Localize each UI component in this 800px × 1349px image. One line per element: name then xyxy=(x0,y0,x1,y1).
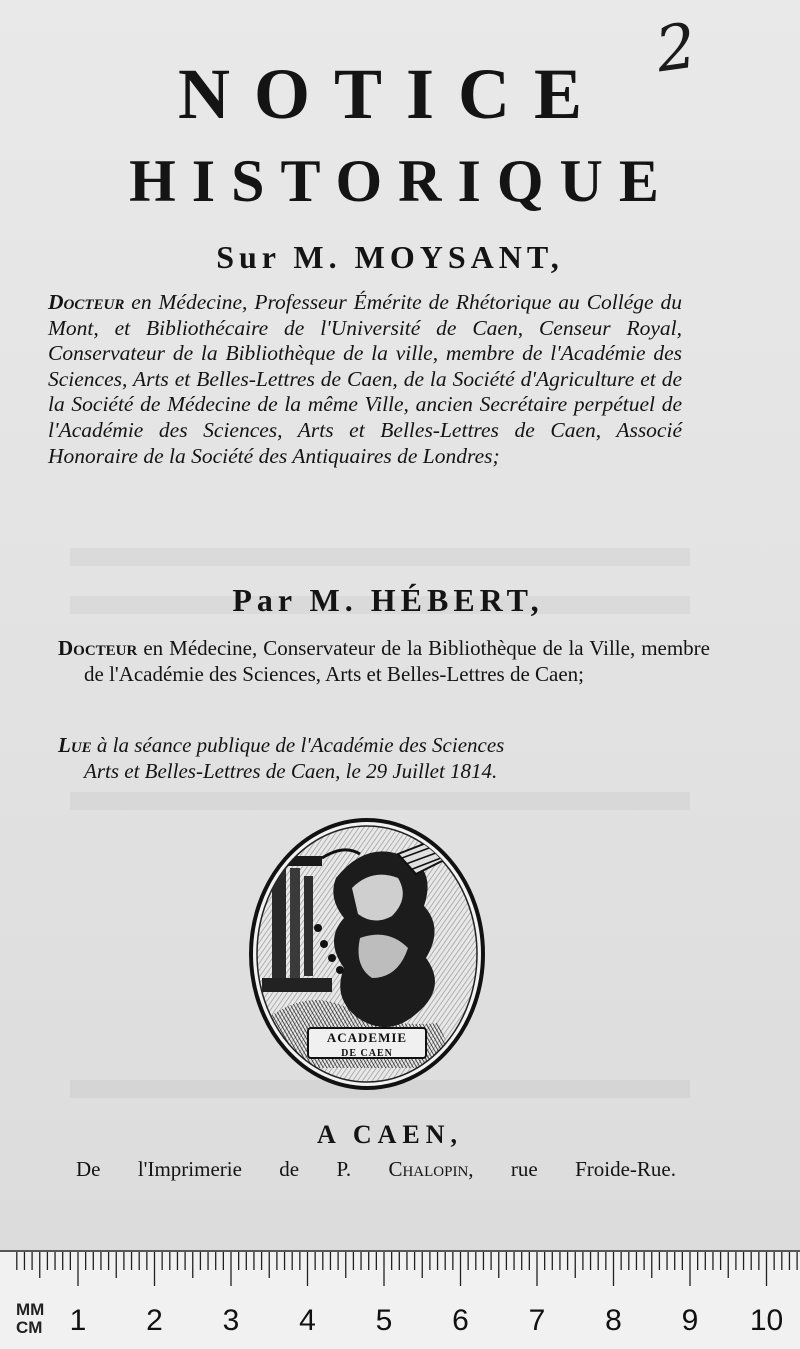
reading-line-1-text: à la séance publique de l'Académie des Sciences xyxy=(91,733,505,757)
handwritten-page-number: 2 xyxy=(651,8,701,87)
emblem-engraving xyxy=(248,818,486,1090)
hebert-bio-lead: Docteur xyxy=(58,636,138,660)
title-line-2: HISTORIQUE xyxy=(129,148,675,214)
title-line-1: NOTICE xyxy=(177,54,607,134)
reading-line-2: Arts et Belles-Lettres de Caen, le 29 Juillet 1814. xyxy=(84,759,498,783)
moysant-bio-lead: Docteur xyxy=(48,290,125,314)
ruler-unit-cm: CM xyxy=(16,1318,43,1337)
author-line: Par M. HÉBERT, xyxy=(232,582,544,618)
ruler-number: 7 xyxy=(528,1304,546,1337)
ruler-number: 6 xyxy=(452,1304,469,1337)
ruler-number: 5 xyxy=(375,1304,393,1337)
ruler-number: 10 xyxy=(749,1304,784,1337)
ruler-number: 9 xyxy=(681,1304,699,1337)
ruler-number: 1 xyxy=(69,1304,87,1337)
ruler-number: 3 xyxy=(222,1304,240,1337)
imprint-printer xyxy=(76,1154,676,1184)
bleed-through-line xyxy=(70,548,690,566)
ruler-number: 2 xyxy=(146,1304,163,1337)
measurement-ruler xyxy=(0,1250,800,1349)
ruler-number: 8 xyxy=(605,1304,622,1337)
reading-note xyxy=(58,732,684,784)
printer-post: , rue Froide-Rue. xyxy=(468,1157,676,1181)
ruler-unit-mm: MM xyxy=(16,1300,45,1319)
hebert-biography xyxy=(58,636,710,687)
bleed-through-line xyxy=(70,792,690,810)
moysant-bio-text: en Médecine, Professeur Émérite de Rhétorique au Collége du Mont, et Bibliothécaire de l'Université de Caen, Censeur Royal, Conservateur de la Bibliothèque de la ville, membre de l'Académie des Sciences, Arts et Belles-Lettres de Caen, de la Société d'Agriculture et de la Société de Médecine de la même Ville, ancien Secrétaire perpétuel de l'Académie des Sciences, Arts et Belles-Lettres de Caen, Associé Honoraire de la Société des Antiquaires de Londres; xyxy=(48,290,682,468)
emblem-label-line-2: DE CAEN xyxy=(341,1048,393,1059)
subject-line: Sur M. MOYSANT, xyxy=(216,239,564,275)
reading-lead: Lue xyxy=(58,733,92,757)
emblem-label-line-1: ACADEMIE xyxy=(326,1030,408,1045)
hebert-bio-text: en Médecine, Conservateur de la Bibliothèque de la Ville, membre de l'Académie des Sciences, Arts et Belles-Lettres de Caen; xyxy=(84,636,710,686)
reading-line-1 xyxy=(58,732,684,758)
academy-emblem-vignette xyxy=(248,818,486,1090)
printer-pre: De l'Imprimerie de P. xyxy=(76,1157,389,1181)
ruler-number: 4 xyxy=(299,1304,316,1337)
moysant-biography xyxy=(48,290,682,469)
imprint-place: A CAEN, xyxy=(316,1120,463,1149)
printer-name: Chalopin xyxy=(388,1157,469,1181)
